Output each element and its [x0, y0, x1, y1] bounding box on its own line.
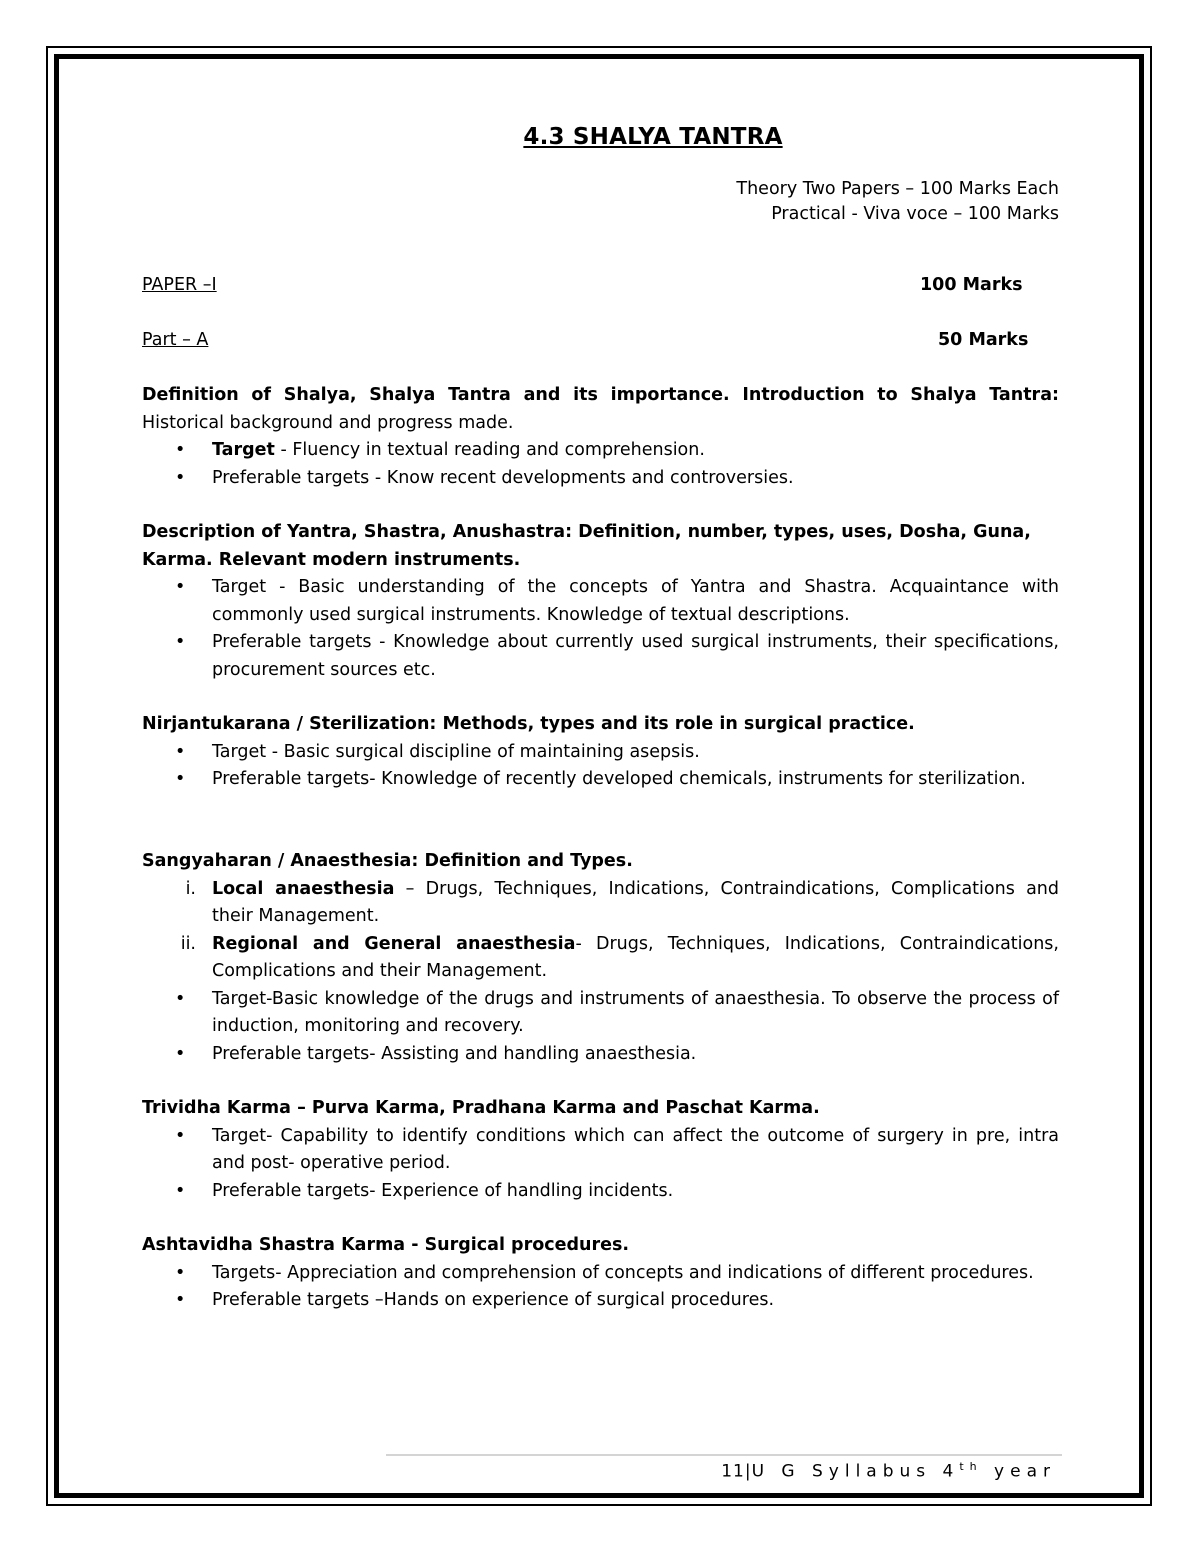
footer-divider — [386, 1454, 1062, 1456]
item-number: i. — [185, 878, 196, 899]
footer-text-end: year — [982, 1461, 1056, 1482]
paper-row — [142, 275, 1059, 295]
part-row — [142, 330, 1059, 350]
section-yantra — [142, 519, 1059, 684]
list-item: • Preferable targets- Knowledge of recently developed chemicals, instruments for sterilization. — [212, 766, 1059, 794]
section-heading — [142, 382, 1059, 437]
bullet-list — [142, 986, 1059, 1069]
page-title: 4.3 SHALYA TANTRA — [523, 124, 783, 150]
list-item: • Preferable targets- Assisting and handling anaesthesia. — [212, 1041, 1059, 1069]
marks-info-line1: Theory Two Papers – 100 Marks Each — [736, 179, 1059, 199]
item-bold: Regional and General anaesthesia — [212, 933, 576, 954]
bullet-list — [142, 1260, 1059, 1315]
section-sterilization — [142, 711, 1059, 794]
item-rest: - Fluency in textual reading and comprehension. — [274, 440, 705, 460]
list-item — [185, 876, 1059, 931]
footer-text: U G Syllabus 4 — [751, 1461, 960, 1482]
section-heading: Trividha Karma – Purva Karma, Pradhana Karma and Paschat Karma. — [142, 1098, 820, 1118]
paper-marks: 100 Marks — [920, 275, 1023, 295]
marks-info — [736, 177, 1059, 227]
list-item: • Target - Basic surgical discipline of maintaining asepsis. — [212, 739, 1059, 767]
list-item: • Preferable targets –Hands on experience of surgical procedures. — [212, 1287, 1059, 1315]
list-item — [180, 931, 1059, 986]
section-anaesthesia — [142, 848, 1059, 1068]
item-bold: Target — [212, 440, 275, 460]
list-item: • Targets- Appreciation and comprehension of concepts and indications of different procedures. — [212, 1260, 1059, 1288]
footer-superscript: th — [959, 1460, 983, 1473]
section-shalya-intro — [142, 382, 1059, 492]
list-item: • Preferable targets - Know recent developments and controversies. — [212, 465, 1059, 493]
heading-bold: Definition of Shalya, Shalya Tantra and its importance. Introduction to Shalya Tantra: — [142, 385, 1059, 405]
paper-label: PAPER –I — [142, 275, 217, 295]
bullet-list — [142, 1123, 1059, 1206]
item-rest: – Drugs, Techniques, Indications, Contraindications, Complications and their Management. — [212, 878, 1059, 926]
part-marks: 50 Marks — [938, 330, 1029, 350]
section-trividha-karma — [142, 1095, 1059, 1205]
footer-separator: | — [744, 1461, 752, 1482]
bullet-list — [142, 437, 1059, 492]
bullet-list — [142, 739, 1059, 794]
list-item: • Preferable targets - Knowledge about currently used surgical instruments, their specifications, procurement sources etc. — [212, 629, 1059, 684]
page-footer — [721, 1460, 1056, 1482]
list-item: • Target- Capability to identify conditions which can affect the outcome of surgery in pre, intra and post- operative period. — [212, 1123, 1059, 1178]
list-item — [212, 437, 1059, 465]
section-heading: Sangyaharan / Anaesthesia: Definition and Types. — [142, 851, 633, 871]
list-item: • Target-Basic knowledge of the drugs and instruments of anaesthesia. To observe the process of induction, monitoring and recovery. — [212, 986, 1059, 1041]
heading-rest: Historical background and progress made. — [142, 412, 514, 433]
page-number: 11 — [721, 1461, 745, 1482]
section-heading: Description of Yantra, Shastra, Anushastra: Definition, number, types, uses, Dosha, Guna, Karma. Relevant modern instruments. — [142, 522, 1031, 570]
list-item: • Preferable targets- Experience of handling incidents. — [212, 1178, 1059, 1206]
section-heading: Ashtavidha Shastra Karma - Surgical procedures. — [142, 1235, 630, 1255]
item-rest: - Drugs, Techniques, Indications, Contraindications, Complications and their Management. — [212, 933, 1059, 981]
bullet-list — [142, 574, 1059, 684]
part-label: Part – A — [142, 330, 209, 350]
item-number: ii. — [180, 933, 196, 954]
section-heading: Nirjantukarana / Sterilization: Methods, types and its role in surgical practice. — [142, 714, 915, 734]
marks-info-line2: Practical - Viva voce – 100 Marks — [771, 204, 1059, 224]
numbered-list — [142, 876, 1059, 986]
item-bold: Local anaesthesia — [212, 878, 395, 899]
list-item: • Target - Basic understanding of the concepts of Yantra and Shastra. Acquaintance with commonly used surgical instruments. Knowledge of textual descriptions. — [212, 574, 1059, 629]
section-ashtavidha — [142, 1232, 1059, 1315]
